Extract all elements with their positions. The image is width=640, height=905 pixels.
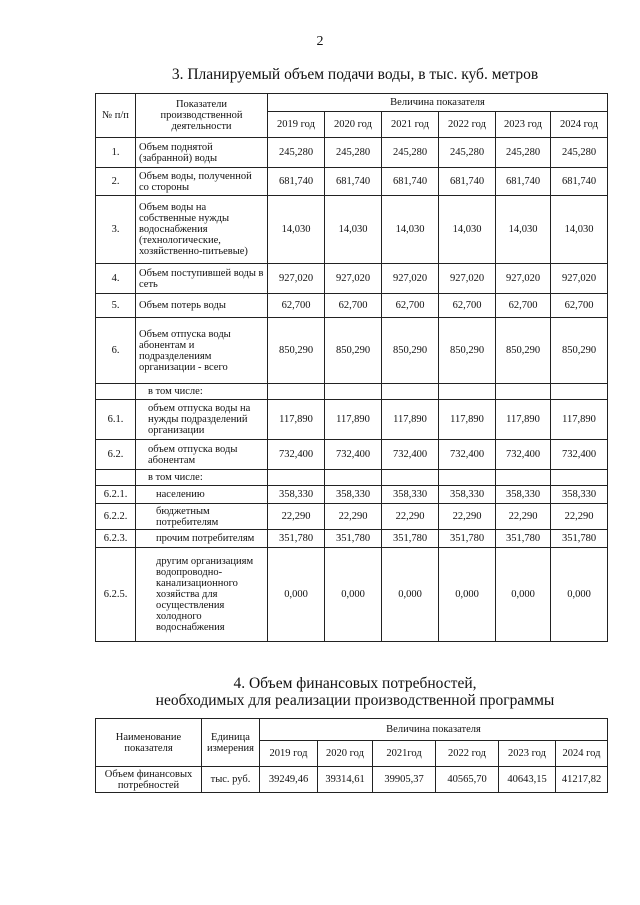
row-number: 3. (96, 196, 136, 264)
row-number: 6.2.1. (96, 486, 136, 504)
value-cell: 14,030 (325, 196, 382, 264)
value-cell: 850,290 (268, 318, 325, 384)
value-cell: 732,400 (268, 440, 325, 470)
table-row (96, 168, 608, 196)
value-cell: 22,290 (496, 504, 551, 530)
row-number: 6.2.2. (96, 504, 136, 530)
value-cell: 22,290 (325, 504, 382, 530)
table-row (96, 548, 608, 642)
col-name-header: Наименование показателя (96, 719, 202, 767)
value-cell: 117,890 (382, 400, 439, 440)
table-row (96, 767, 608, 793)
value-cell: 0,000 (551, 548, 608, 642)
row-label: Объем воды на собственные нужды водоснабжения (технологические, хозяйственно-питьевые) (136, 196, 268, 264)
value-cell: 732,400 (439, 440, 496, 470)
value-cell: 41217,82 (556, 767, 608, 793)
value-cell: 850,290 (325, 318, 382, 384)
value-cell: 39905,37 (373, 767, 436, 793)
row-number (96, 470, 136, 486)
year-header: 2020 год (325, 112, 382, 138)
value-cell: 351,780 (551, 530, 608, 548)
value-cell (439, 470, 496, 486)
value-cell: 351,780 (496, 530, 551, 548)
value-cell: 0,000 (268, 548, 325, 642)
value-cell: 732,400 (496, 440, 551, 470)
value-cell: 681,740 (382, 168, 439, 196)
value-cell: 0,000 (439, 548, 496, 642)
value-cell: 358,330 (496, 486, 551, 504)
value-cell: 732,400 (551, 440, 608, 470)
table-row (96, 486, 608, 504)
value-cell: 358,330 (551, 486, 608, 504)
table-row (96, 138, 608, 168)
financial-needs-table (95, 718, 608, 793)
row-label: в том числе: (136, 384, 268, 400)
value-cell (496, 384, 551, 400)
row-number: 2. (96, 168, 136, 196)
value-cell: 117,890 (439, 400, 496, 440)
value-cell: 0,000 (496, 548, 551, 642)
value-cell: 351,780 (268, 530, 325, 548)
value-cell: 850,290 (439, 318, 496, 384)
row-unit: тыс. руб. (202, 767, 260, 793)
section4-title (95, 675, 615, 709)
col-unit-header: Единица измерения (202, 719, 260, 767)
value-cell: 245,280 (325, 138, 382, 168)
value-cell: 358,330 (268, 486, 325, 504)
row-number (96, 384, 136, 400)
year-header: 2020 год (318, 741, 373, 767)
row-number: 1. (96, 138, 136, 168)
row-number: 6.2.3. (96, 530, 136, 548)
year-header: 2023 год (499, 741, 556, 767)
value-cell: 358,330 (325, 486, 382, 504)
page-number: 2 (316, 34, 324, 49)
year-header: 2019 год (260, 741, 318, 767)
row-number: 5. (96, 294, 136, 318)
row-label: объем отпуска воды абонентам (136, 440, 268, 470)
col-num-header: № п/п (96, 94, 136, 138)
value-cell: 351,780 (325, 530, 382, 548)
table-row (96, 294, 608, 318)
value-cell: 22,290 (551, 504, 608, 530)
section4-title-line1: 4. Объем финансовых потребностей, (233, 675, 477, 692)
value-cell: 927,020 (268, 264, 325, 294)
table-row (96, 196, 608, 264)
year-header: 2021 год (382, 112, 439, 138)
value-cell: 39249,46 (260, 767, 318, 793)
value-cell: 681,740 (496, 168, 551, 196)
year-header: 2021год (373, 741, 436, 767)
water-supply-table (95, 93, 608, 642)
row-label: Объем отпуска воды абонентам и подразделениям организации - всего (136, 318, 268, 384)
row-label: в том числе: (136, 470, 268, 486)
value-cell: 14,030 (496, 196, 551, 264)
value-cell: 0,000 (325, 548, 382, 642)
value-cell: 927,020 (439, 264, 496, 294)
value-cell: 62,700 (496, 294, 551, 318)
row-label: объем отпуска воды на нужды подразделений организации (136, 400, 268, 440)
row-label: другим организациям водопроводно-канализационного хозяйства для осуществления холодного водоснабжения (136, 548, 268, 642)
value-cell: 22,290 (268, 504, 325, 530)
value-cell: 40565,70 (436, 767, 499, 793)
value-cell (439, 384, 496, 400)
value-cell: 39314,61 (318, 767, 373, 793)
year-header: 2022 год (439, 112, 496, 138)
table-row (96, 504, 608, 530)
year-header: 2024 год (551, 112, 608, 138)
table-row (96, 400, 608, 440)
value-cell: 927,020 (496, 264, 551, 294)
value-cell: 351,780 (439, 530, 496, 548)
col-indicator-header: Показатели производственной деятельности (136, 94, 268, 138)
year-header: 2019 год (268, 112, 325, 138)
value-cell (382, 470, 439, 486)
value-cell (325, 470, 382, 486)
value-cell: 14,030 (382, 196, 439, 264)
value-cell: 22,290 (382, 504, 439, 530)
value-cell: 245,280 (439, 138, 496, 168)
value-cell: 850,290 (496, 318, 551, 384)
value-cell (268, 384, 325, 400)
table-row (96, 264, 608, 294)
value-cell (551, 470, 608, 486)
table-row (96, 530, 608, 548)
value-cell (382, 384, 439, 400)
table-row (96, 318, 608, 384)
table-row (96, 384, 608, 400)
value-cell: 62,700 (382, 294, 439, 318)
value-cell: 850,290 (382, 318, 439, 384)
value-cell: 681,740 (439, 168, 496, 196)
value-cell: 358,330 (382, 486, 439, 504)
value-group-header: Величина показателя (260, 719, 608, 741)
value-cell: 681,740 (325, 168, 382, 196)
value-cell: 681,740 (268, 168, 325, 196)
value-cell: 62,700 (439, 294, 496, 318)
value-cell: 927,020 (382, 264, 439, 294)
section4-title-line2: необходимых для реализации производственной программы (155, 692, 555, 709)
value-group-header: Величина показателя (268, 94, 608, 112)
year-header: 2022 год (436, 741, 499, 767)
value-cell (496, 470, 551, 486)
value-cell: 14,030 (268, 196, 325, 264)
value-cell: 14,030 (439, 196, 496, 264)
row-label: прочим потребителям (136, 530, 268, 548)
value-cell: 62,700 (325, 294, 382, 318)
year-header: 2023 год (496, 112, 551, 138)
row-label: Объем поступившей воды в сеть (136, 264, 268, 294)
value-cell: 22,290 (439, 504, 496, 530)
value-cell: 117,890 (268, 400, 325, 440)
row-number: 6.2. (96, 440, 136, 470)
value-cell: 732,400 (325, 440, 382, 470)
table-row (96, 440, 608, 470)
value-cell: 117,890 (325, 400, 382, 440)
value-cell: 245,280 (496, 138, 551, 168)
value-cell (551, 384, 608, 400)
value-cell: 0,000 (382, 548, 439, 642)
row-number: 4. (96, 264, 136, 294)
row-number: 6.2.5. (96, 548, 136, 642)
value-cell (325, 384, 382, 400)
row-number: 6. (96, 318, 136, 384)
value-cell: 14,030 (551, 196, 608, 264)
value-cell: 927,020 (325, 264, 382, 294)
value-cell: 40643,15 (499, 767, 556, 793)
value-cell: 245,280 (551, 138, 608, 168)
value-cell: 117,890 (551, 400, 608, 440)
table-row (96, 470, 608, 486)
value-cell: 245,280 (382, 138, 439, 168)
value-cell (268, 470, 325, 486)
row-label: населению (136, 486, 268, 504)
value-cell: 850,290 (551, 318, 608, 384)
row-number: 6.1. (96, 400, 136, 440)
section3-title: 3. Планируемый объем подачи воды, в тыс. куб. метров (171, 66, 539, 83)
value-cell: 117,890 (496, 400, 551, 440)
row-label: Объем поднятой (забранной) воды (136, 138, 268, 168)
value-cell: 62,700 (268, 294, 325, 318)
value-cell: 927,020 (551, 264, 608, 294)
row-label: Объем финансовых потребностей (96, 767, 202, 793)
value-cell: 62,700 (551, 294, 608, 318)
value-cell: 245,280 (268, 138, 325, 168)
year-header: 2024 год (556, 741, 608, 767)
row-label: Объем потерь воды (136, 294, 268, 318)
row-label: бюджетным потребителям (136, 504, 268, 530)
value-cell: 732,400 (382, 440, 439, 470)
row-label: Объем воды, полученной со стороны (136, 168, 268, 196)
value-cell: 358,330 (439, 486, 496, 504)
value-cell: 681,740 (551, 168, 608, 196)
value-cell: 351,780 (382, 530, 439, 548)
